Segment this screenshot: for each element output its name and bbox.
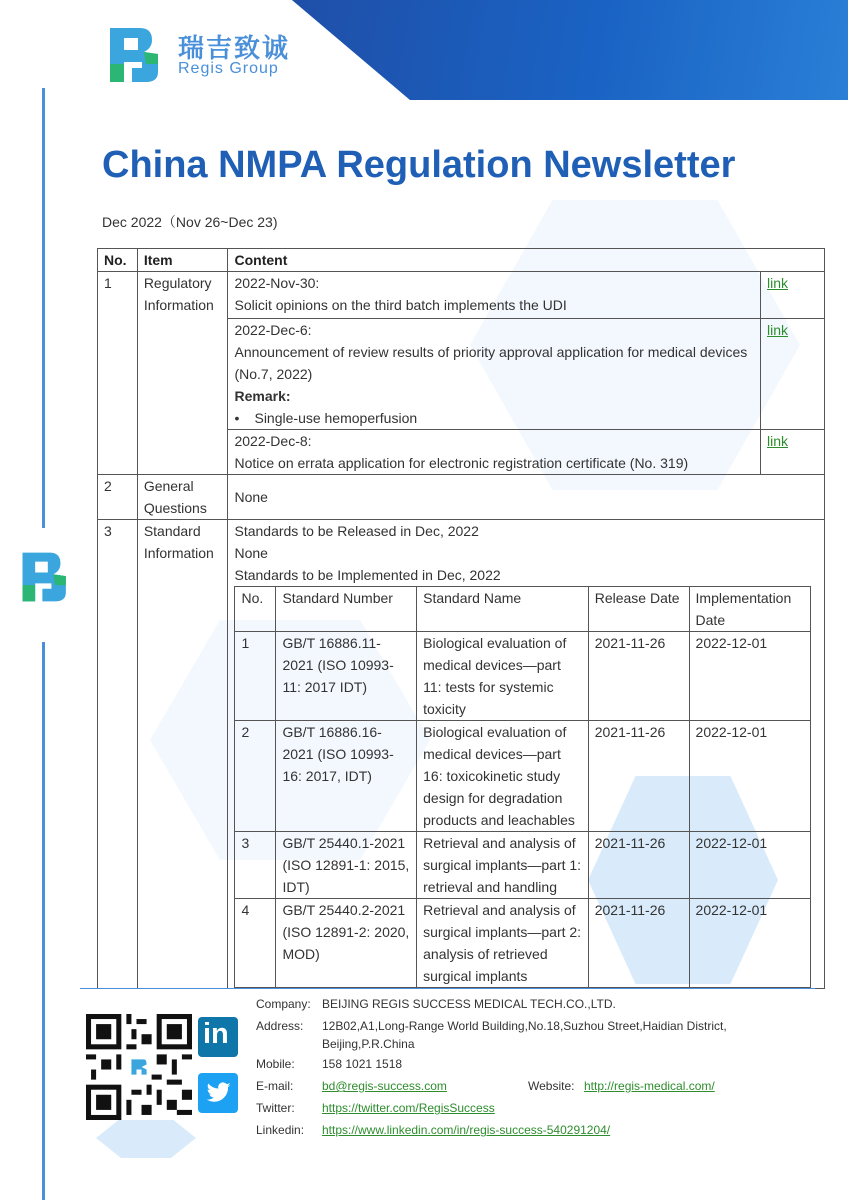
std-header-release: Release Date xyxy=(588,587,689,632)
std-impl-date: 2022-12-01 xyxy=(689,899,811,988)
entry-text: Announcement of review results of priority approval application for medical devices (No.7, 2022) xyxy=(234,344,748,382)
remark-label: Remark: xyxy=(234,388,291,404)
newsletter-table xyxy=(97,248,825,989)
std-no: 1 xyxy=(235,632,276,721)
row-item: Regulatory Information xyxy=(137,272,228,475)
remark-bullet: • Single-use hemoperfusion xyxy=(234,410,418,426)
table-row xyxy=(98,272,825,319)
std-number: GB/T 16886.11-2021 (ISO 10993-11: 2017 IDT) xyxy=(276,632,417,721)
header-band xyxy=(292,0,848,100)
twitter-label: Twitter: xyxy=(256,1101,295,1115)
row-number: 2 xyxy=(98,475,138,520)
address-line-2: Beijing,P.R.China xyxy=(322,1037,415,1051)
std-number: GB/T 25440.1-2021 (ISO 12891-1: 2015, IDT) xyxy=(276,832,417,899)
date-range: Dec 2022（Nov 26~Dec 23) xyxy=(102,214,278,230)
row-item: Standard Information xyxy=(137,520,228,989)
row-number: 3 xyxy=(98,520,138,989)
standards-table xyxy=(234,586,811,988)
entry-text: Solicit opinions on the third batch implements the UDI xyxy=(234,297,567,313)
entry-text: Notice on errata application for electronic registration certificate (No. 319) xyxy=(234,455,689,471)
brand-logo xyxy=(106,24,316,88)
std-impl-date: 2022-12-01 xyxy=(689,832,811,899)
mobile-number: 158 1021 1518 xyxy=(322,1057,403,1071)
std-name: Retrieval and analysis of surgical implants—part 1: retrieval and handling xyxy=(417,832,589,899)
entry-date: 2022-Dec-8: xyxy=(234,433,312,449)
regulation-entry xyxy=(228,319,761,430)
header-item: Item xyxy=(137,249,228,272)
std-header-number: Standard Number xyxy=(276,587,417,632)
std-number: GB/T 16886.16-2021 (ISO 10993-16: 2017, IDT) xyxy=(276,721,417,832)
std-release-date: 2021-11-26 xyxy=(588,721,689,832)
entry-date: 2022-Nov-30: xyxy=(234,275,320,291)
twitter-bird-icon xyxy=(198,1073,238,1113)
header-no: No. xyxy=(98,249,138,272)
std-release-date: 2021-11-26 xyxy=(588,632,689,721)
row-item: General Questions xyxy=(137,475,228,520)
standards-row xyxy=(235,632,811,721)
background-hexagon xyxy=(96,1118,196,1158)
std-name: Biological evaluation of medical devices—part 16: toxicokinetic study design for degradation products and leachables xyxy=(417,721,589,832)
regulation-entry xyxy=(228,430,761,475)
table-row xyxy=(98,475,825,520)
linkedin-badge: in xyxy=(203,1018,229,1050)
std-name: Retrieval and analysis of surgical implants—part 2: analysis of retrieved surgical implants xyxy=(417,899,589,988)
regis-logo-icon xyxy=(106,24,166,86)
std-header-impl: Implementation Date xyxy=(689,587,811,632)
linkedin-icon[interactable] xyxy=(198,1017,238,1057)
side-rule xyxy=(42,642,45,1200)
company-name: BEIJING REGIS SUCCESS MEDICAL TECH.CO.,LTD. xyxy=(322,997,616,1011)
standards-header-row xyxy=(235,587,811,632)
entry-date: 2022-Dec-6: xyxy=(234,322,312,338)
std-no: 4 xyxy=(235,899,276,988)
row-number: 1 xyxy=(98,272,138,475)
twitter-link[interactable]: https://twitter.com/RegisSuccess xyxy=(322,1101,495,1115)
address-line-1: 12B02,A1,Long-Range World Building,No.18,Suzhou Street,Haidian District, xyxy=(322,1019,727,1033)
entry-link[interactable]: link xyxy=(767,433,789,449)
page-title: China NMPA Regulation Newsletter xyxy=(102,144,736,186)
email-label: E-mail: xyxy=(256,1079,294,1093)
std-impl-date: 2022-12-01 xyxy=(689,632,811,721)
side-rule xyxy=(42,88,45,528)
standards-row xyxy=(235,832,811,899)
standards-content xyxy=(228,520,825,989)
standards-row xyxy=(235,899,811,988)
footer-rule xyxy=(80,988,815,989)
twitter-icon[interactable] xyxy=(198,1073,238,1113)
header-content: Content xyxy=(228,249,825,272)
std-header-name: Standard Name xyxy=(417,587,589,632)
released-value: None xyxy=(234,545,268,561)
company-label: Company: xyxy=(256,997,311,1011)
row-content: None xyxy=(228,475,825,520)
website-label: Website: xyxy=(528,1079,575,1093)
std-no: 2 xyxy=(235,721,276,832)
std-release-date: 2021-11-26 xyxy=(588,832,689,899)
entry-link[interactable]: link xyxy=(767,275,789,291)
std-header-no: No. xyxy=(235,587,276,632)
std-impl-date: 2022-12-01 xyxy=(689,721,811,832)
std-release-date: 2021-11-26 xyxy=(588,899,689,988)
std-no: 3 xyxy=(235,832,276,899)
linkedin-link[interactable]: https://www.linkedin.com/in/regis-success-540291204/ xyxy=(322,1123,611,1137)
mobile-label: Mobile: xyxy=(256,1057,295,1071)
brand-name-cn: 瑞吉致诚 xyxy=(178,34,291,64)
qr-code-icon[interactable] xyxy=(86,1014,192,1120)
website-link[interactable]: http://regis-medical.com/ xyxy=(584,1079,715,1093)
implemented-heading: Standards to be Implemented in Dec, 2022 xyxy=(234,567,501,583)
entry-link[interactable]: link xyxy=(767,322,789,338)
brand-name-en: Regis Group xyxy=(178,60,279,77)
remark-text: Single-use hemoperfusion xyxy=(254,410,418,426)
std-number: GB/T 25440.2-2021 (ISO 12891-2: 2020, MOD) xyxy=(276,899,417,988)
address-label: Address: xyxy=(256,1019,304,1033)
std-name: Biological evaluation of medical devices—part 11: tests for systemic toxicity xyxy=(417,632,589,721)
standards-row xyxy=(235,721,811,832)
linkedin-label: Linkedin: xyxy=(256,1123,305,1137)
released-heading: Standards to be Released in Dec, 2022 xyxy=(234,523,479,539)
email-link[interactable]: bd@regis-success.com xyxy=(322,1079,447,1093)
regis-logo-icon xyxy=(18,549,74,605)
regulation-entry xyxy=(228,272,761,319)
table-header-row xyxy=(98,249,825,272)
table-row xyxy=(98,520,825,989)
